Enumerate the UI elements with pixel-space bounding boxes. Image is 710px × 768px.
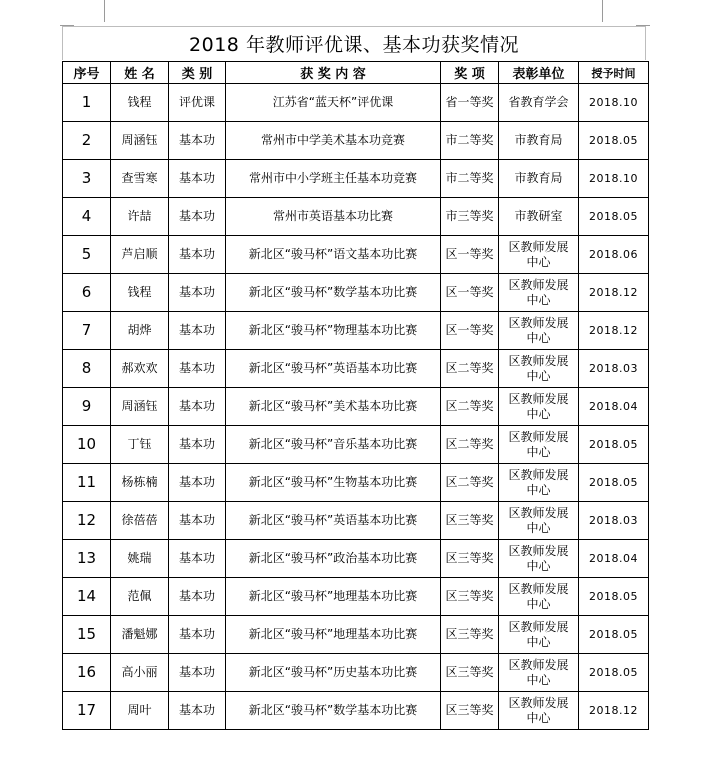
cell-unit: 区教师发展中心 xyxy=(499,654,579,692)
cell-date: 2018.10 xyxy=(579,84,649,122)
table-row xyxy=(63,578,649,616)
header-no: 序号 xyxy=(63,62,111,84)
cell-category: 基本功 xyxy=(169,198,226,236)
cell-no: 13 xyxy=(63,540,111,578)
cell-name: 杨栋楠 xyxy=(111,464,169,502)
cell-no: 17 xyxy=(63,692,111,730)
cell-date: 2018.12 xyxy=(579,312,649,350)
cell-event: 新北区“骏马杯”政治基本功比赛 xyxy=(226,540,441,578)
cell-event: 江苏省“蓝天杯”评优课 xyxy=(226,84,441,122)
cell-category: 基本功 xyxy=(169,236,226,274)
cell-event: 新北区“骏马杯”数学基本功比赛 xyxy=(226,692,441,730)
cell-event: 新北区“骏马杯”语文基本功比赛 xyxy=(226,236,441,274)
cell-unit: 区教师发展中心 xyxy=(499,312,579,350)
table-row xyxy=(63,616,649,654)
cell-date: 2018.05 xyxy=(579,464,649,502)
header-event: 获 奖 内 容 xyxy=(226,62,441,84)
cell-date: 2018.03 xyxy=(579,502,649,540)
table-row xyxy=(63,388,649,426)
cell-name: 周涵钰 xyxy=(111,122,169,160)
title-cell xyxy=(62,26,646,60)
cell-name: 钱程 xyxy=(111,274,169,312)
cell-award: 区一等奖 xyxy=(441,312,499,350)
cell-award: 区三等奖 xyxy=(441,578,499,616)
cell-date: 2018.12 xyxy=(579,692,649,730)
cell-category: 基本功 xyxy=(169,388,226,426)
cell-unit: 省教育学会 xyxy=(499,84,579,122)
table-row xyxy=(63,312,649,350)
cell-name: 丁钰 xyxy=(111,426,169,464)
cell-award: 区三等奖 xyxy=(441,540,499,578)
cell-date: 2018.05 xyxy=(579,122,649,160)
awards-table xyxy=(62,61,649,730)
cell-category: 基本功 xyxy=(169,312,226,350)
table-row xyxy=(63,692,649,730)
cell-event: 新北区“骏马杯”英语基本功比赛 xyxy=(226,350,441,388)
cell-unit: 区教师发展中心 xyxy=(499,350,579,388)
cell-award: 省一等奖 xyxy=(441,84,499,122)
cell-award: 区二等奖 xyxy=(441,388,499,426)
cell-event: 新北区“骏马杯”生物基本功比赛 xyxy=(226,464,441,502)
cell-no: 8 xyxy=(63,350,111,388)
cell-name: 周涵钰 xyxy=(111,388,169,426)
cell-event: 新北区“骏马杯”历史基本功比赛 xyxy=(226,654,441,692)
cell-award: 区一等奖 xyxy=(441,236,499,274)
cell-category: 评优课 xyxy=(169,84,226,122)
table-row xyxy=(63,540,649,578)
cell-no: 2 xyxy=(63,122,111,160)
table-row xyxy=(63,654,649,692)
table-row xyxy=(63,122,649,160)
cell-category: 基本功 xyxy=(169,502,226,540)
cell-no: 1 xyxy=(63,84,111,122)
cell-name: 范佩 xyxy=(111,578,169,616)
cell-name: 徐蓓蓓 xyxy=(111,502,169,540)
table-row xyxy=(63,160,649,198)
cell-event: 常州市英语基本功比赛 xyxy=(226,198,441,236)
cell-no: 6 xyxy=(63,274,111,312)
cell-date: 2018.05 xyxy=(579,198,649,236)
cell-category: 基本功 xyxy=(169,160,226,198)
cell-unit: 区教师发展中心 xyxy=(499,502,579,540)
cell-award: 区三等奖 xyxy=(441,616,499,654)
cell-category: 基本功 xyxy=(169,654,226,692)
cell-name: 芦启顺 xyxy=(111,236,169,274)
cell-award: 市二等奖 xyxy=(441,122,499,160)
cell-unit: 区教师发展中心 xyxy=(499,464,579,502)
cell-date: 2018.05 xyxy=(579,654,649,692)
cell-category: 基本功 xyxy=(169,464,226,502)
cell-award: 区三等奖 xyxy=(441,502,499,540)
cell-date: 2018.03 xyxy=(579,350,649,388)
cell-category: 基本功 xyxy=(169,350,226,388)
header-row xyxy=(63,62,649,84)
table-row xyxy=(63,236,649,274)
cell-name: 查雪寒 xyxy=(111,160,169,198)
cell-award: 区二等奖 xyxy=(441,464,499,502)
cell-award: 区二等奖 xyxy=(441,350,499,388)
cell-award: 区一等奖 xyxy=(441,274,499,312)
cell-unit: 市教育局 xyxy=(499,122,579,160)
cell-category: 基本功 xyxy=(169,540,226,578)
cell-name: 周叶 xyxy=(111,692,169,730)
cell-category: 基本功 xyxy=(169,616,226,654)
cell-event: 新北区“骏马杯”英语基本功比赛 xyxy=(226,502,441,540)
cell-category: 基本功 xyxy=(169,274,226,312)
cell-no: 4 xyxy=(63,198,111,236)
cell-no: 9 xyxy=(63,388,111,426)
header-award: 奖 项 xyxy=(441,62,499,84)
header-name: 姓 名 xyxy=(111,62,169,84)
table-row xyxy=(63,274,649,312)
cell-event: 新北区“骏马杯”美术基本功比赛 xyxy=(226,388,441,426)
table-row xyxy=(63,502,649,540)
cell-unit: 区教师发展中心 xyxy=(499,692,579,730)
cell-unit: 市教育局 xyxy=(499,160,579,198)
cell-category: 基本功 xyxy=(169,692,226,730)
cell-name: 潘魁娜 xyxy=(111,616,169,654)
cell-unit: 区教师发展中心 xyxy=(499,274,579,312)
cell-no: 12 xyxy=(63,502,111,540)
cell-no: 11 xyxy=(63,464,111,502)
table-row xyxy=(63,426,649,464)
cell-event: 新北区“骏马杯”地理基本功比赛 xyxy=(226,578,441,616)
cell-category: 基本功 xyxy=(169,426,226,464)
header-unit: 表彰单位 xyxy=(499,62,579,84)
cell-no: 5 xyxy=(63,236,111,274)
cell-date: 2018.05 xyxy=(579,426,649,464)
cell-name: 胡烨 xyxy=(111,312,169,350)
cell-name: 高小丽 xyxy=(111,654,169,692)
cell-unit: 区教师发展中心 xyxy=(499,540,579,578)
cell-event: 新北区“骏马杯”地理基本功比赛 xyxy=(226,616,441,654)
cell-award: 市二等奖 xyxy=(441,160,499,198)
cell-name: 许喆 xyxy=(111,198,169,236)
cell-no: 16 xyxy=(63,654,111,692)
cell-date: 2018.05 xyxy=(579,616,649,654)
cell-category: 基本功 xyxy=(169,122,226,160)
cell-award: 市三等奖 xyxy=(441,198,499,236)
page-title: 2018 年教师评优课、基本功获奖情况 xyxy=(189,34,519,56)
table-row xyxy=(63,198,649,236)
cell-unit: 区教师发展中心 xyxy=(499,236,579,274)
cell-event: 新北区“骏马杯”音乐基本功比赛 xyxy=(226,426,441,464)
cell-award: 区二等奖 xyxy=(441,426,499,464)
cell-category: 基本功 xyxy=(169,578,226,616)
cell-unit: 区教师发展中心 xyxy=(499,426,579,464)
cell-no: 10 xyxy=(63,426,111,464)
cell-event: 新北区“骏马杯”物理基本功比赛 xyxy=(226,312,441,350)
crop-mark xyxy=(104,0,105,22)
cell-date: 2018.06 xyxy=(579,236,649,274)
cell-date: 2018.12 xyxy=(579,274,649,312)
cell-unit: 区教师发展中心 xyxy=(499,616,579,654)
cell-name: 钱程 xyxy=(111,84,169,122)
crop-mark xyxy=(602,0,603,22)
cell-event: 常州市中学美术基本功竞赛 xyxy=(226,122,441,160)
cell-date: 2018.04 xyxy=(579,540,649,578)
cell-no: 3 xyxy=(63,160,111,198)
cell-no: 15 xyxy=(63,616,111,654)
table-row xyxy=(63,464,649,502)
cell-award: 区三等奖 xyxy=(441,692,499,730)
cell-name: 郝欢欢 xyxy=(111,350,169,388)
table-row xyxy=(63,350,649,388)
cell-award: 区三等奖 xyxy=(441,654,499,692)
cell-unit: 区教师发展中心 xyxy=(499,388,579,426)
header-category: 类 别 xyxy=(169,62,226,84)
cell-no: 14 xyxy=(63,578,111,616)
cell-event: 新北区“骏马杯”数学基本功比赛 xyxy=(226,274,441,312)
cell-date: 2018.10 xyxy=(579,160,649,198)
cell-event: 常州市中小学班主任基本功竞赛 xyxy=(226,160,441,198)
cell-date: 2018.05 xyxy=(579,578,649,616)
table-row xyxy=(63,84,649,122)
cell-date: 2018.04 xyxy=(579,388,649,426)
cell-unit: 市教研室 xyxy=(499,198,579,236)
cell-name: 姚瑞 xyxy=(111,540,169,578)
header-date: 授予时间 xyxy=(579,62,649,84)
cell-unit: 区教师发展中心 xyxy=(499,578,579,616)
cell-no: 7 xyxy=(63,312,111,350)
